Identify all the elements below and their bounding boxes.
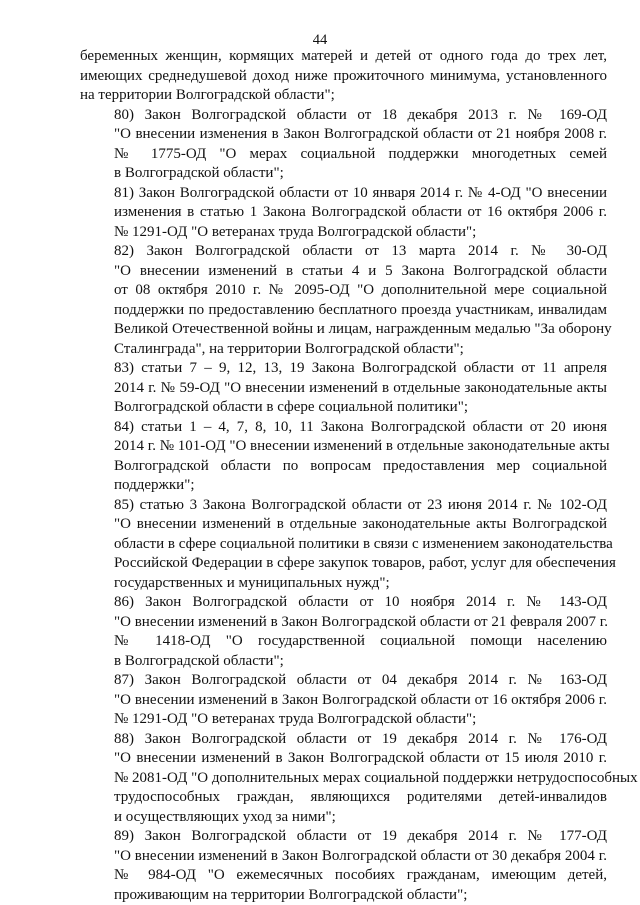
list-item-85 [80, 496, 616, 594]
text-line: Сталинграда", на территории Волгоградской области"; [114, 340, 464, 357]
text-line: 2014 г. № 59-ОД "О внесении изменений в отдельные законодательные акты [114, 379, 607, 396]
text-line: 82) Закон Волгоградской области от 13 марта 2014 г. № 30-ОД [114, 243, 607, 259]
text-line: на территории Волгоградской области"; [80, 87, 335, 103]
text-line: "О внесении изменений в Закон Волгоградской области от 15 июля 2010 г. [114, 750, 607, 766]
text-line: государственных и муниципальных нужд"; [114, 574, 390, 591]
text-line: и осуществляющих уход за ними"; [114, 808, 336, 825]
text-line: 88) Закон Волгоградской области от 19 декабря 2014 г. № 176-ОД [114, 730, 607, 747]
list-item-80 [80, 106, 607, 184]
text-line: № 1418-ОД "О государственной социальной помощи населению [114, 633, 607, 649]
list-item-81 [80, 184, 607, 243]
text-line: 89) Закон Волгоградской области от 19 декабря 2014 г. № 177-ОД [114, 828, 607, 844]
text-line: № 2081-ОД "О дополнительных мерах социальной поддержки нетрудоспособных [114, 769, 638, 786]
text-line: Волгоградской области в сфере социальной политики"; [114, 399, 468, 415]
text-line: в Волгоградской области"; [114, 652, 284, 669]
list-item-86 [80, 593, 607, 671]
text-line: "О внесении изменений в статьи 4 и 5 Закона Волгоградской области [114, 262, 607, 279]
document-body [80, 47, 638, 905]
text-line: № 1775-ОД "О мерах социальной поддержки многодетных семей [114, 145, 607, 162]
list-item-83 [80, 359, 607, 418]
text-line: № 1291-ОД "О ветеранах труда Волгоградской области"; [114, 223, 477, 240]
text-line: Волгоградской области по вопросам предоставления мер социальной [114, 457, 607, 474]
text-line: "О внесении изменений в отдельные законодательные акты Волгоградской [114, 516, 607, 532]
text-line: трудоспособных граждан, являющихся родителями детей-инвалидов [114, 789, 607, 805]
text-line: 86) Закон Волгоградской области от 10 ноября 2014 г. № 143-ОД [114, 594, 607, 610]
text-line: беременных женщин, кормящих матерей и детей от одного года до трех лет, [80, 48, 607, 64]
text-line: 84) статьи 1 – 4, 7, 8, 10, 11 Закона Волгоградской области от 20 июня [114, 418, 607, 435]
text-line: поддержки по предоставлению бесплатного проезда участникам, инвалидам [114, 301, 607, 318]
text-line: 81) Закон Волгоградской области от 10 января 2014 г. № 4-ОД "О внесении [114, 184, 607, 201]
text-line: 80) Закон Волгоградской области от 18 декабря 2013 г. № 169-ОД [114, 106, 607, 123]
paragraph-continuation [80, 47, 607, 106]
text-line: 87) Закон Волгоградской области от 04 декабря 2014 г. № 163-ОД [114, 672, 607, 688]
text-line: "О внесении изменений в Закон Волгоградской области от 16 октября 2006 г. [114, 691, 607, 708]
text-line: поддержки"; [114, 477, 195, 493]
list-item-82 [80, 242, 612, 359]
text-line: области в сфере социальной политики в связи с изменением законодательства [114, 535, 613, 552]
text-line: от 08 октября 2010 г. № 2095-ОД "О дополнительной мере социальной [114, 282, 607, 298]
text-line: "О внесении изменений в Закон Волгоградской области от 30 декабря 2004 г. [114, 847, 607, 864]
text-line: 83) статьи 7 – 9, 12, 13, 19 Закона Волгоградской области от 11 апреля [114, 360, 607, 376]
text-line: изменения в статью 1 Закона Волгоградской области от 16 октября 2006 г. [114, 204, 607, 220]
text-line: "О внесении изменения в Закон Волгоградской области от 21 ноября 2008 г. [114, 126, 607, 142]
list-item-87 [80, 671, 607, 730]
text-line: проживающим на территории Волгоградской области"; [114, 886, 468, 903]
list-item-88 [80, 730, 638, 828]
text-line: Великой Отечественной войны и лицам, награжденным медалью "За оборону [114, 321, 612, 337]
list-item-89 [80, 827, 607, 905]
text-line: имеющих среднедушевой доход ниже прожиточного минимума, установленного [80, 67, 607, 84]
text-line: 2014 г. № 101-ОД "О внесении изменений в отдельные законодательные акты [114, 438, 610, 454]
text-line: в Волгоградской области"; [114, 165, 284, 181]
list-item-84 [80, 418, 610, 496]
text-line: "О внесении изменений в Закон Волгоградской области от 21 февраля 2007 г. [114, 613, 608, 630]
text-line: Российской Федерации в сфере закупок товаров, работ, услуг для обеспечения [114, 555, 616, 571]
text-line: 85) статью 3 Закона Волгоградской области от 23 июня 2014 г. № 102-ОД [114, 496, 607, 513]
page-number: 44 [312, 32, 328, 48]
text-line: № 984-ОД "О ежемесячных пособиях гражданам, имеющим детей, [114, 867, 607, 883]
text-line: № 1291-ОД "О ветеранах труда Волгоградской области"; [114, 711, 477, 727]
